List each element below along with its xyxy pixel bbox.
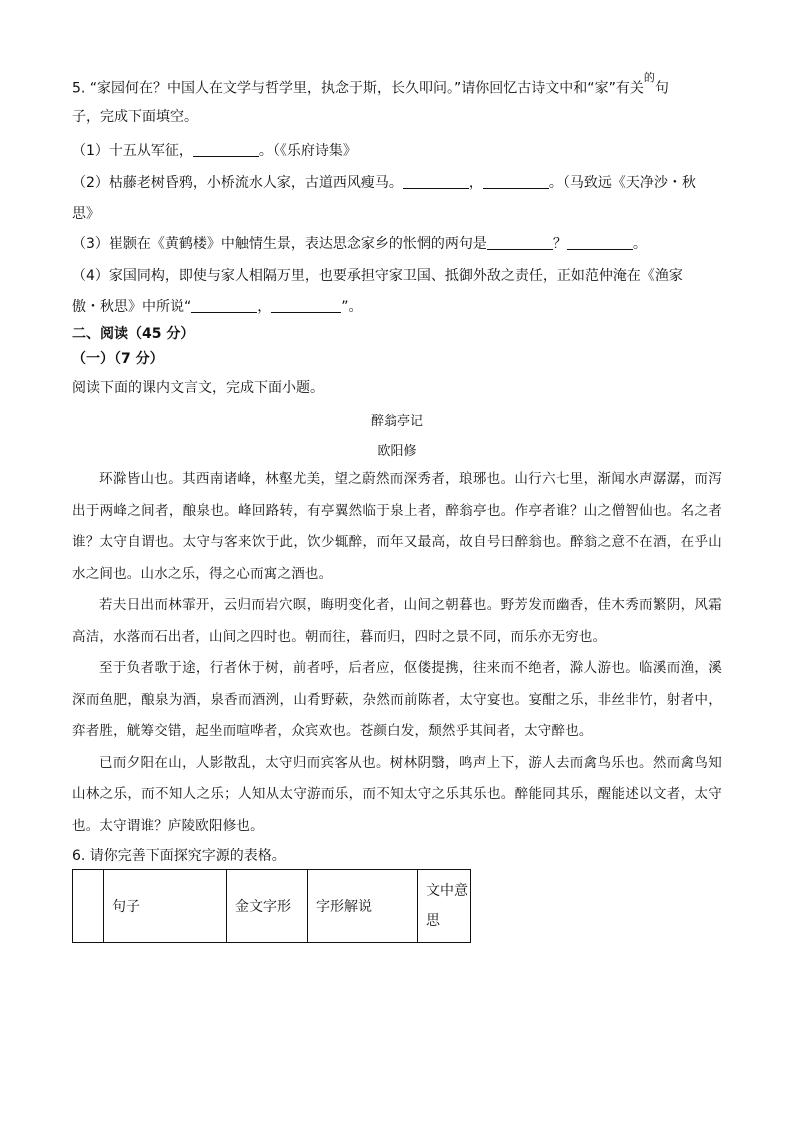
answer-blank[interactable] bbox=[271, 298, 341, 313]
table-cell-index bbox=[73, 870, 104, 943]
essay-paragraph bbox=[72, 653, 722, 748]
q5-item4: （4）家国同构，即使与家人相隔万里，也要承担守家卫国、抵御外敌之责任，正如范仲淹在《渔家 bbox=[72, 268, 683, 284]
q5-item2-source: 。（马致远《天净沙・秋 bbox=[548, 175, 696, 191]
q6-prompt: 6. 请你完善下面探究字源的表格。 bbox=[72, 848, 286, 864]
essay-text: 知山林之乐，而不知人之乐；人知从太守游而乐，而不知太守之乐其乐也。醉能同其乐，醒能述以文者，太守也。太守谓谁？庐陵欧阳修也。 bbox=[72, 754, 722, 834]
answer-blank[interactable] bbox=[193, 142, 259, 157]
answer-blank[interactable] bbox=[191, 298, 257, 313]
q5-item3-end: 。 bbox=[632, 236, 647, 252]
answer-blank[interactable] bbox=[483, 174, 549, 189]
essay-text: 若夫日出而林霏开，云归而岩穴暝，晦明变化者，山间之朝暮也。野芳发而幽香，佳木秀而繁阴，风 bbox=[99, 597, 709, 613]
q5-item4-cont bbox=[72, 297, 363, 317]
q5-text-part1: 5. “家园何在？中国人在文学与哲学里，执念于斯，长久叩问。”请你回忆古诗文中和“家”有关 bbox=[72, 80, 644, 97]
q5-item2-sep: ， bbox=[468, 175, 483, 191]
answer-blank[interactable] bbox=[567, 235, 633, 250]
etymology-table bbox=[72, 869, 471, 943]
q5-line1 bbox=[72, 71, 669, 99]
essay-text: 已而夕阳在山，人影散乱，太守归而宾客从也。树林阴翳，鸣声上下，游人去而禽鸟乐也。然而禽鸟 bbox=[99, 754, 709, 771]
q5-item1 bbox=[72, 141, 357, 161]
q5-line2: 子，完成下面填空。 bbox=[72, 109, 198, 125]
q5-text-part1-end: 句 bbox=[654, 80, 669, 97]
section-heading: 二、阅读（45 分） bbox=[72, 326, 195, 342]
subsection-heading: （一）（7 分） bbox=[72, 351, 164, 367]
essay-text: 泻出于两峰之间者，酿泉也。峰回路转，有亭翼然临于泉上者，醉翁亭也。作亭者谁？山之僧智仙也。名之者谁？太守自谓也。太守与客来饮于此，饮少辄醉，而年又最高，故自号曰醉翁也。醉翁之意不在酒，在乎山水之间也。山水之乐，得之心而寓之酒也。 bbox=[72, 471, 722, 582]
essay-title: 醉翁亭记 bbox=[370, 414, 423, 429]
q5-item1-prompt: （1）十五从军征， bbox=[72, 143, 193, 159]
essay-body bbox=[72, 464, 722, 842]
essay-text: 至于负者歌于途，行者休于树，前者呼，后者应，伛偻提携，往来而不绝者，滁人游也。临溪而渔， bbox=[99, 660, 709, 676]
answer-blank[interactable] bbox=[403, 174, 469, 189]
q5-item1-source: 。（《乐府诗集》 bbox=[258, 143, 357, 159]
q5-item2 bbox=[72, 173, 696, 193]
essay-text: 溪深而鱼肥，酿泉为酒，泉香而酒洌，山肴野蔌，杂然而前陈者，太守宴也。宴酣之乐，非丝非竹，射者中，弈者胜，觥筹交错，起坐而喧哗者，众宾欢也。苍颜白发，颓然乎其间者，太守醉也。 bbox=[72, 660, 722, 739]
essay-text: 霜高洁，水落而石出者，山间之四时也。朝而往，暮而归，四时之景不同，而乐亦无穷也。 bbox=[72, 597, 722, 645]
essay-paragraph bbox=[72, 464, 722, 590]
q5-item3 bbox=[72, 234, 647, 254]
q5-item4-prompt: 傲・秋思》中所说“ bbox=[72, 299, 192, 315]
table-header-meaning: 文中意思 bbox=[418, 870, 471, 943]
table-header-bronze-script: 金文字形 bbox=[227, 870, 308, 943]
table-header-sentence: 句子 bbox=[104, 870, 227, 943]
q5-item2-prompt: （2）枯藤老树昏鸦，小桥流水人家，古道西风瘦马。 bbox=[72, 175, 403, 191]
q5-superscript: 的 bbox=[643, 71, 655, 84]
essay-paragraph bbox=[72, 748, 722, 843]
q5-item4-sep: ， bbox=[257, 299, 272, 315]
table-header-row bbox=[73, 870, 471, 943]
essay-paragraph bbox=[72, 590, 722, 653]
q5-item2-cont: 思》 bbox=[72, 206, 100, 222]
q5-item4-end: ”。 bbox=[341, 299, 363, 315]
table-header-explanation: 字形解说 bbox=[308, 870, 418, 943]
q5-item3-prompt: （3）崔颢在《黄鹤楼》中触情生景，表达思念家乡的怅惘的两句是 bbox=[72, 236, 487, 252]
q5-item3-sep: ？ bbox=[552, 236, 567, 252]
essay-author: 欧阳修 bbox=[377, 444, 417, 459]
answer-blank[interactable] bbox=[487, 235, 553, 250]
essay-text: 环滁皆山也。其西南诸峰，林壑尤美，望之蔚然而深秀者，琅琊也。山行六七里，渐闻水声潺潺，而 bbox=[99, 471, 709, 487]
reading-instruction: 阅读下面的课内文言文，完成下面小题。 bbox=[72, 380, 324, 396]
